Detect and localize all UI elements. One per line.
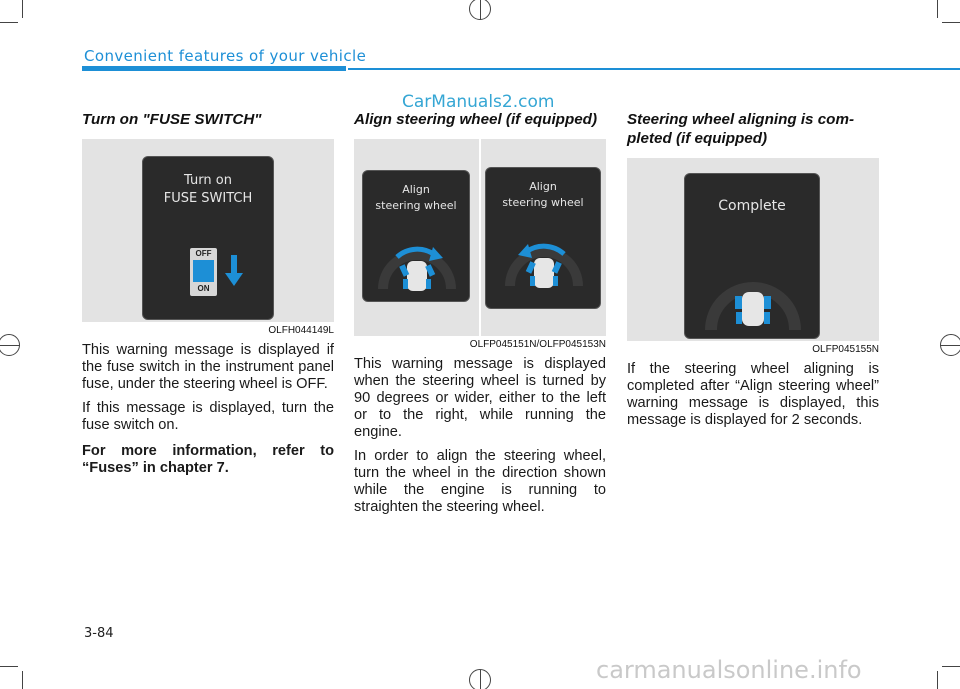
figure-align-steering <box>354 139 606 336</box>
arrow-down-icon <box>225 255 243 287</box>
screen-line: Complete <box>718 198 786 214</box>
heading-line: Steering wheel aligning is com- <box>627 111 855 128</box>
crop-mark <box>22 0 23 18</box>
heading: Align steering wheel (if equipped) <box>354 111 598 128</box>
heading: Turn on "FUSE SWITCH" <box>82 111 262 128</box>
paragraph: In order to align the steering wheel, turn the wheel in the direction shown while the engine is running to straighten the steering wheel. <box>354 448 606 515</box>
registration-line <box>940 345 960 346</box>
figure-divider <box>479 139 481 336</box>
car-wheel-align-icon <box>377 227 457 297</box>
figure-align-complete <box>627 158 879 341</box>
page-number: 3-84 <box>84 626 114 641</box>
figure-label: OLFH044149L <box>268 325 334 336</box>
watermark: CarManuals2.com <box>402 92 555 112</box>
paragraph: This warning message is displayed when the steering wheel is turned by 90 degrees or wider, either to the left or to the right, while running the engine. <box>354 356 606 440</box>
column-align-complete <box>627 110 879 429</box>
car-wheel-complete-icon <box>703 258 803 336</box>
watermark: carmanualsonline.info <box>596 656 862 684</box>
screen-line: steering wheel <box>502 196 584 209</box>
crop-mark <box>0 22 18 23</box>
registration-line <box>480 670 481 689</box>
heading <box>627 110 879 148</box>
screen-line: Align <box>402 183 430 196</box>
cluster-display-left <box>362 170 470 302</box>
column-align-steering <box>354 110 606 516</box>
crop-mark <box>937 671 938 689</box>
switch-on-label: ON <box>197 284 210 293</box>
header-bar <box>82 66 346 71</box>
switch-lever <box>193 260 214 282</box>
crop-mark <box>942 666 960 667</box>
screen-line: steering wheel <box>375 199 457 212</box>
fuse-switch <box>190 248 217 296</box>
registration-line <box>0 345 20 346</box>
paragraph: This warning message is displayed if the fuse switch in the instrument panel fuse, under the steering wheel is OFF. <box>82 342 334 392</box>
paragraph: If the steering wheel aligning is completed after “Align steering wheel” warning message is displayed, this message is displayed for 2 seconds. <box>627 361 879 428</box>
screen-line: FUSE SWITCH <box>163 191 253 206</box>
screen-line: Turn on <box>184 173 232 188</box>
crop-mark <box>937 0 938 18</box>
crop-mark <box>22 671 23 689</box>
figure-fuse-switch <box>82 139 334 322</box>
heading-line: pleted (if equipped) <box>627 130 768 147</box>
cluster-display-right <box>485 167 601 309</box>
car-wheel-align-icon <box>504 224 584 294</box>
registration-line <box>480 0 481 20</box>
figure-label: OLFP045151N/OLFP045153N <box>469 339 606 350</box>
bold-note: For more information, refer to “Fuses” in chapter 7. <box>82 443 334 476</box>
column-fuse-switch <box>82 110 334 477</box>
section-header <box>82 44 960 74</box>
header-rule <box>348 68 960 70</box>
crop-mark <box>942 22 960 23</box>
paragraph: If this message is displayed, turn the fuse switch on. <box>82 400 334 433</box>
cluster-display <box>684 173 820 339</box>
section-title: Convenient features of your vehicle <box>84 47 367 65</box>
figure-label: OLFP045155N <box>812 344 879 355</box>
cluster-display <box>142 156 274 320</box>
switch-off-label: OFF <box>195 249 212 258</box>
screen-line: Align <box>529 180 557 193</box>
crop-mark <box>0 666 18 667</box>
